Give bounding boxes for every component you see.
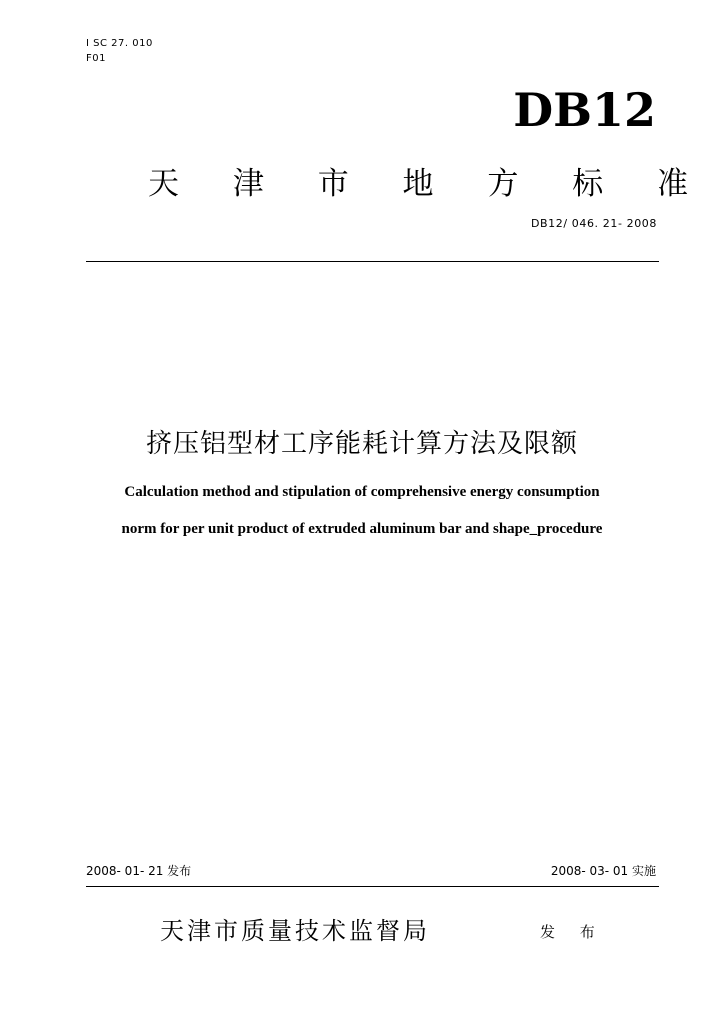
local-standard-heading: 天 津 市 地 方 标 准 <box>148 166 711 202</box>
title-english-line-1: Calculation method and stipulation of comprehensive energy consumption <box>124 484 600 500</box>
top-divider <box>86 261 659 262</box>
db-code: DB12 <box>513 83 656 137</box>
ics-code: I SC 27. 010 <box>86 38 153 49</box>
bottom-divider <box>86 886 659 887</box>
implementation-date: 2008- 03- 01 实施 <box>550 864 656 878</box>
issuing-authority: 天津市质量技术监督局 <box>160 917 430 945</box>
ccs-code: F01 <box>86 53 106 64</box>
issue-label: 发 布 <box>540 923 605 941</box>
issue-date: 2008- 01- 21 发布 <box>86 864 192 878</box>
title-chinese: 挤压铝型材工序能耗计算方法及限额 <box>145 429 578 459</box>
standard-number: DB12/ 046. 21- 2008 <box>530 217 657 230</box>
title-english-line-2: norm for per unit product of extruded aluminum bar and shape_procedure <box>121 521 603 537</box>
